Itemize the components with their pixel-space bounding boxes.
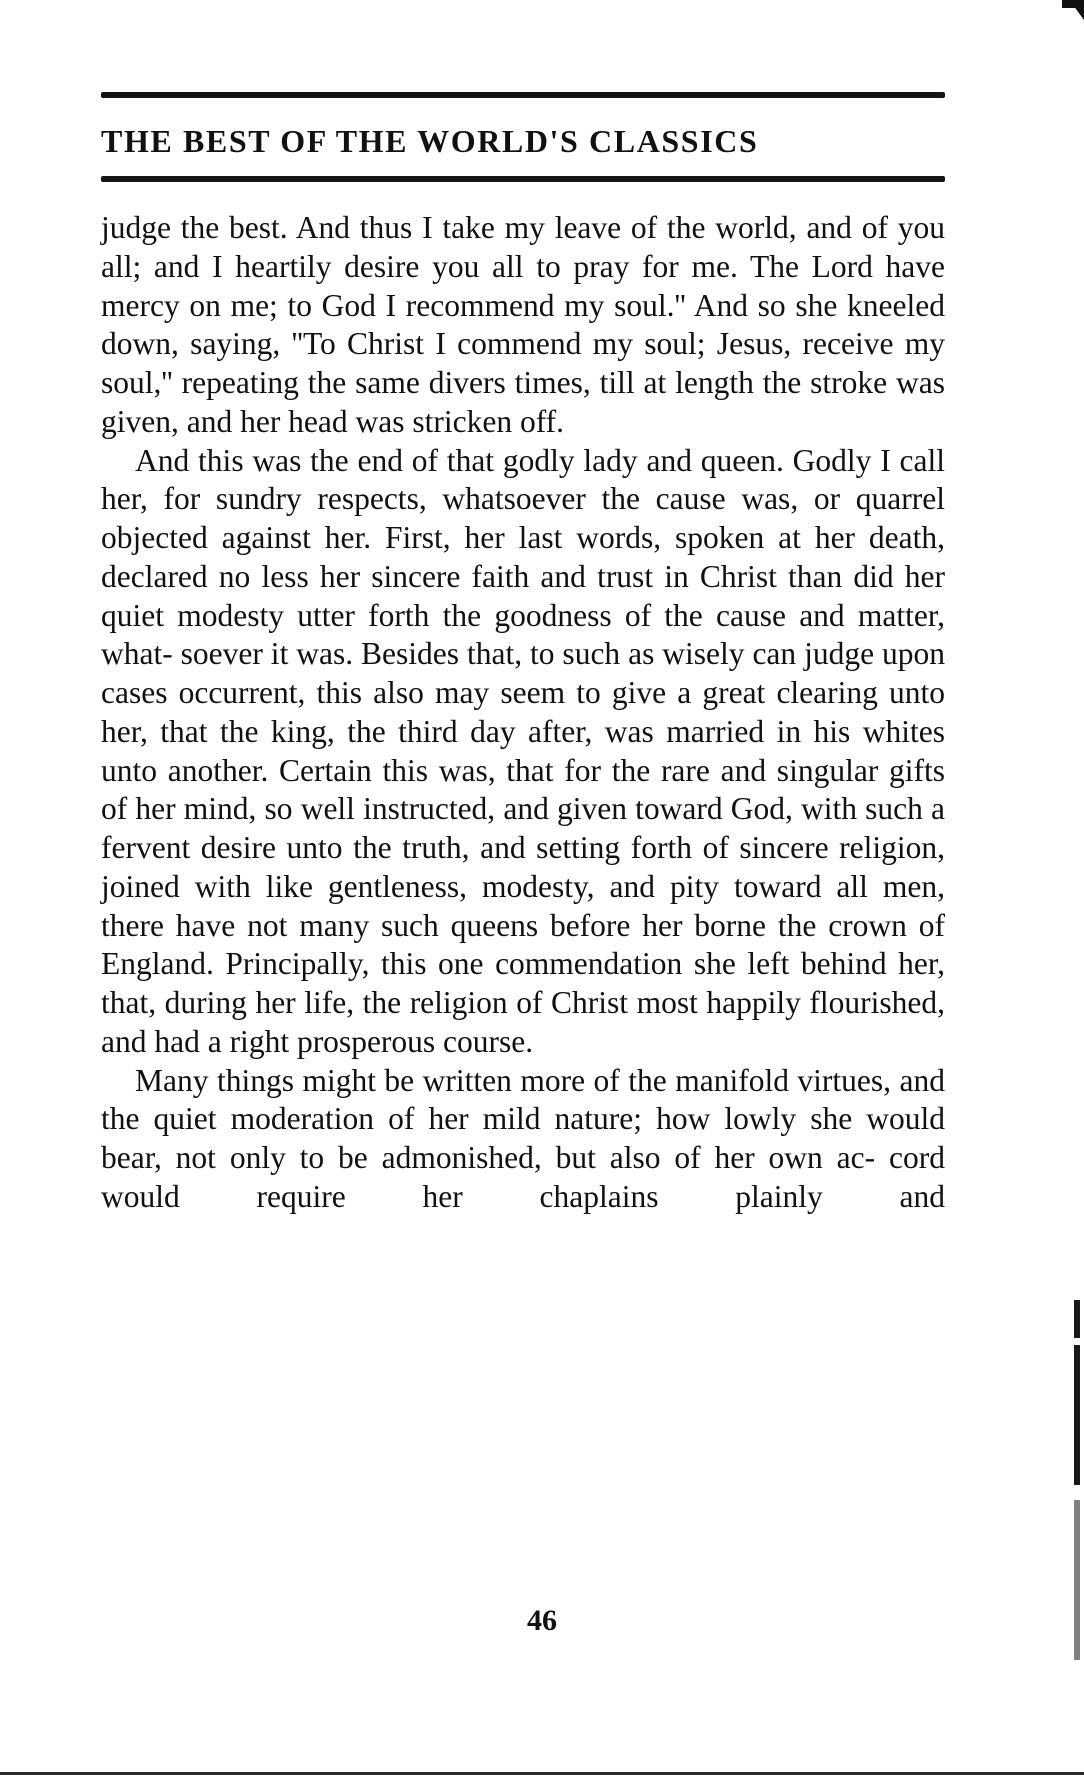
text-line: soever it was. Besides that, to such as wisely (180, 636, 745, 672)
text-line: can judge upon cases occurrent, this also may (101, 636, 946, 710)
text-line: religion of Christ most happily flourished, and (101, 985, 946, 1059)
text-line: of sincere religion, joined with like gentleness, (101, 830, 945, 904)
running-header (101, 92, 945, 182)
text-line: her death, declared no less her sincere faith and (101, 520, 946, 594)
text-line: cord would require her chaplains plainly and (101, 1140, 945, 1214)
text-line: whites unto another. Certain this was, that for (101, 713, 946, 788)
text-line: king, the third day after, was married in his (270, 713, 851, 749)
text-line: queen. Godly I call her, for sundry respects, (101, 442, 946, 517)
text-line: forth the goodness of the cause and matter, what- (101, 597, 945, 672)
text-line: Many things might be written more of the (135, 1062, 667, 1098)
paragraph (101, 442, 945, 1062)
scan-edge-mark (1074, 1345, 1080, 1485)
text-line: fervent desire unto the truth, and setting forth (101, 830, 692, 865)
text-line: judge the best. And thus I take my leave of the (101, 210, 706, 245)
text-line: kneeled down, saying, ''To Christ I commend (101, 287, 945, 362)
page-text (101, 209, 945, 1217)
text-line: of England. Principally, this one commendation (101, 907, 946, 982)
text-line: her mild nature; how lowly she would bear, not (101, 1101, 946, 1175)
text-line: the rare and singular gifts of her mind, so well (101, 752, 946, 827)
text-line: manifold virtues, and the quiet moderation of (101, 1062, 945, 1137)
text-line: world, and of you all; and I heartily desire you (101, 210, 946, 284)
header-rule-bottom (101, 176, 945, 182)
text-line: given, and her head was stricken off. (101, 403, 565, 439)
text-line: same divers times, till at length the stroke was (355, 365, 946, 400)
text-line: whatsoever the cause was, or quarrel objected (101, 481, 945, 555)
header-rule-top (101, 92, 945, 98)
text-line: she left behind her, that, during her life, the (101, 946, 945, 1020)
text-line: against her. First, her last words, spoken at (221, 520, 801, 555)
text-line: And this was the end of that godly lady and (135, 442, 692, 478)
text-line: seem to give a great clearing unto her, that the (101, 675, 946, 749)
scan-edge-mark (1074, 1300, 1080, 1338)
corner-scan-mark (1062, 0, 1084, 20)
text-line: my soul; Jesus, receive my soul,'' repeating the (101, 326, 945, 400)
paragraph (101, 1062, 945, 1217)
text-line: had a right prosperous course. (154, 1023, 534, 1059)
paragraph (101, 209, 945, 442)
text-line: trust in Christ than did her quiet modesty utter (101, 558, 945, 633)
text-line: only to be admonished, but also of her own ac- (229, 1140, 876, 1175)
bottom-scan-edge (0, 1772, 1084, 1775)
text-line: modesty, and pity toward all men, there have not (101, 868, 946, 943)
scan-edge-mark (1074, 1500, 1080, 1660)
text-line: me; to God I recommend my soul.'' And so she (230, 287, 838, 323)
text-line: instructed, and given toward God, with such a (363, 791, 946, 827)
page-number: 46 (527, 1604, 557, 1637)
running-title: THE BEST OF THE WORLD'S CLASSICS (101, 123, 759, 159)
text-line: many such queens before her borne the crown (299, 907, 907, 943)
text-line: all to pray for me. The Lord have mercy on (101, 248, 945, 323)
